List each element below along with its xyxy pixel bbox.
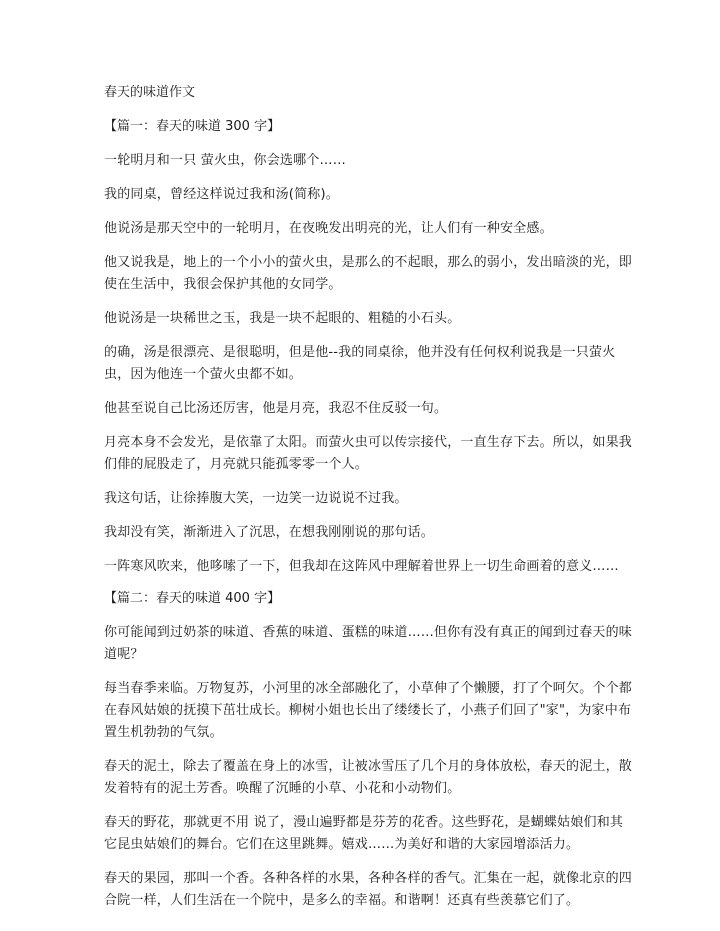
section-1 — [104, 118, 634, 578]
document-page — [104, 84, 634, 924]
paragraph: 我却没有笑，渐渐进入了沉思，在想我刚刚说的那句话。 — [104, 525, 435, 540]
paragraph: 春天的果园，那叫一个香。各种各样的水果，各种各样的香气。汇集在一起，就像北京的四合院一样，人们生活在一个院中，是多么的幸福。和谐啊！还真有些羡慕它们了。 — [104, 871, 633, 908]
paragraph: 一轮明月和一只 萤火虫，你会选哪个…… — [104, 153, 346, 168]
paragraph: 我这句话，让徐捧腹大笑，一边笑一边说说不过我。 — [104, 491, 408, 506]
paragraph: 他又说我是，地上的一个小小的萤火虫，是那么的不起眼，那么的弱小，发出暗淡的光，即使在生活中，我很会保护其他的女同学。 — [104, 255, 633, 292]
paragraph: 每当春季来临。万物复苏，小河里的冰全部融化了，小草伸了个懒腰，打了个呵欠。个个都在春风姑娘的抚摸下茁壮成长。柳树小姐也长出了缕缕长了，小燕子们回了"家"，为家中布置生机勃勃的气氛。 — [104, 681, 633, 740]
paragraph: 一阵寒风吹来，他哆嗦了一下，但我却在这阵风中理解着世界上一切生命画着的意义…… — [104, 559, 619, 574]
section-heading: 【篇一：春天的味道 300 字】 — [104, 119, 281, 134]
paragraph: 月亮本身不会发光，是依靠了太阳。而萤火虫可以传宗接代，一直生存下去。所以，如果我们俳的屁股走了，月亮就只能孤零零一个人。 — [104, 435, 633, 472]
section-heading: 【篇二：春天的味道 400 字】 — [104, 591, 281, 606]
paragraph: 你可能闻到过奶茶的味道、香蕉的味道、蛋糕的味道……但你有没有真正的闻到过春天的味道呢？ — [104, 625, 633, 662]
document-title: 春天的味道作文 — [104, 85, 196, 100]
paragraph: 他说汤是那天空中的一轮明月，在夜晚发出明亮的光，让人们有一种安全感。 — [104, 221, 553, 236]
section-2 — [104, 590, 634, 912]
paragraph: 我的同桌，曾经这样说过我和汤(简称)。 — [104, 187, 339, 202]
paragraph: 春天的泥土，除去了覆盖在身上的冰雪，让被冰雪压了几个月的身体放松，春天的泥土，散发着特有的泥土芳香。唤醒了沉睡的小草、小花和小动物们。 — [104, 759, 633, 796]
paragraph: 他说汤是一块稀世之玉，我是一块不起眼的、粗糙的小石头。 — [104, 311, 461, 326]
paragraph: 春天的野花，那就更不用 说了，漫山遍野都是芬芳的花香。这些野花，是蝴蝶姑娘们和其它昆虫姑娘们的舞台。它们在这里跳舞。嬉戏……为美好和谐的大家园增添活力。 — [104, 815, 624, 852]
paragraph: 他甚至说自己比汤还厉害，他是月亮，我忍不住反驳一句。 — [104, 401, 448, 416]
paragraph: 的确，汤是很漂亮、是很聪明，但是他--我的同桌徐，他并没有任何权利说我是一只萤火虫，因为他连一个萤火虫都不如。 — [104, 345, 616, 382]
